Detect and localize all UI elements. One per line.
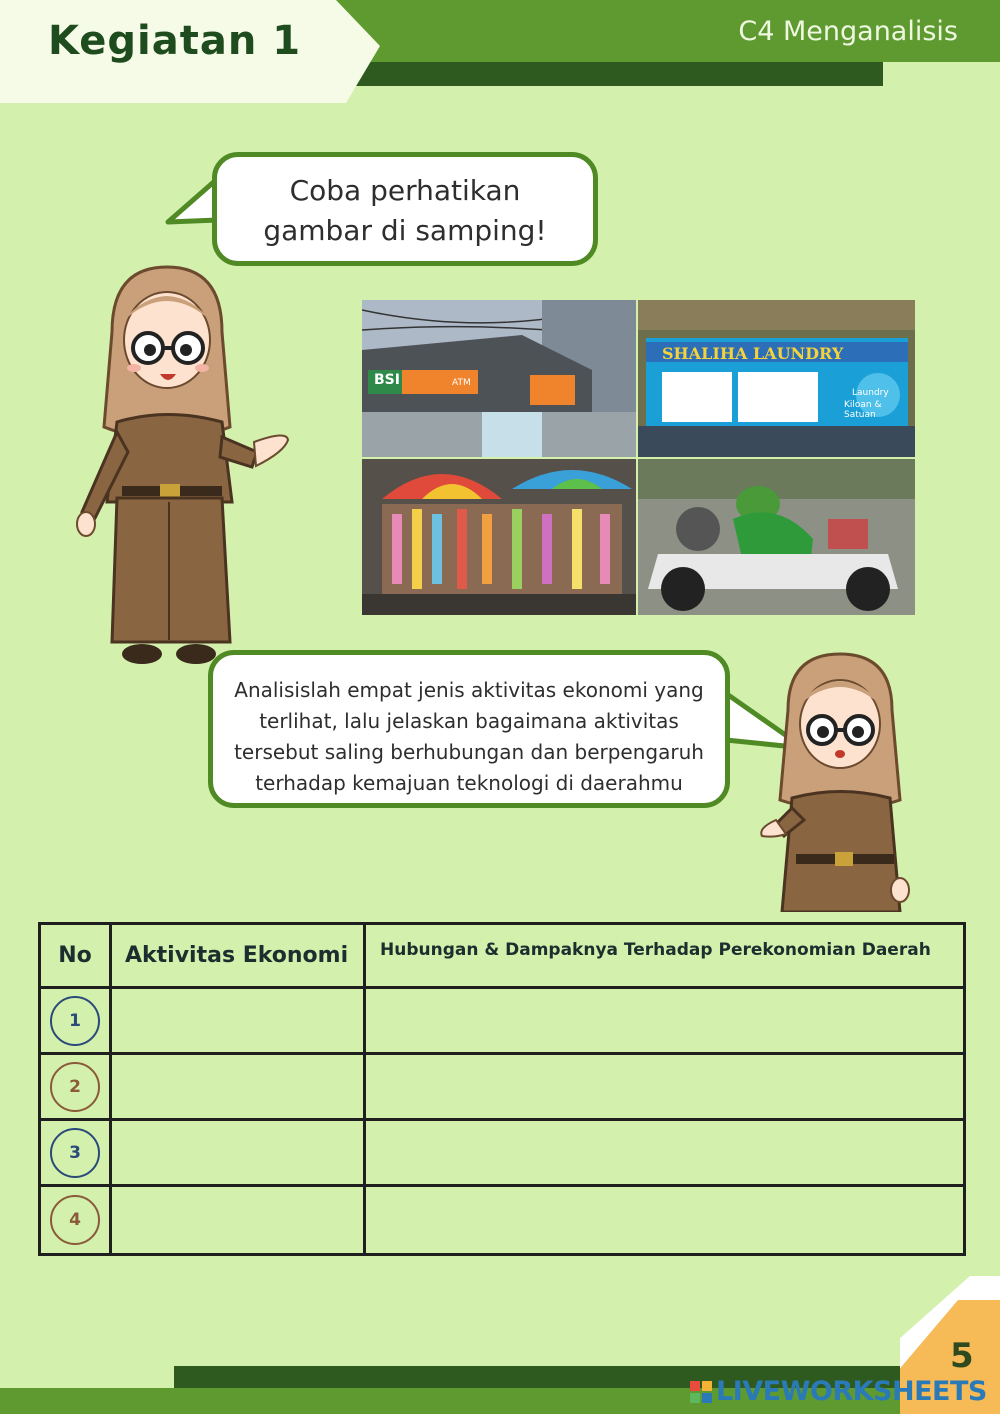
aktivitas-input-cell[interactable] [112, 1055, 366, 1121]
page-number: 5 [950, 1336, 974, 1376]
laundry-side-text: Kiloan & Satuan [844, 400, 882, 420]
liveworksheets-logo-icon [690, 1381, 712, 1403]
page-subtitle: C4 Menganalisis [738, 16, 958, 47]
row-number-badge: 3 [50, 1128, 100, 1178]
hubungan-input-cell[interactable] [366, 989, 963, 1055]
aktivitas-input-cell[interactable] [112, 1187, 366, 1253]
analysis-table [38, 922, 966, 1256]
table-header-aktivitas: Aktivitas Ekonomi [112, 925, 366, 989]
row-number-badge: 2 [50, 1062, 100, 1112]
speech-bubble-bottom [208, 650, 730, 808]
row-number-badge: 1 [50, 996, 100, 1046]
photo-market-stall [362, 459, 636, 615]
atm-sign-text: ATM [452, 378, 471, 388]
aktivitas-input-cell[interactable] [112, 1121, 366, 1187]
bubble-bottom-line: Analisislah empat jenis aktivitas ekonomi yang [234, 678, 704, 702]
table-header-hubungan: Hubungan & Dampaknya Terhadap Perekonomian Daerah [366, 925, 963, 989]
page-title: Kegiatan 1 [48, 18, 302, 64]
photo-bank [362, 300, 636, 457]
hubungan-input-cell[interactable] [366, 1187, 963, 1253]
bubble-bottom-line: terlihat, lalu jelaskan bagaimana aktivitas [259, 709, 679, 733]
table-header-no: No [41, 925, 112, 989]
header-dark-stripe [345, 62, 883, 86]
photo-laundry [638, 300, 915, 457]
hubungan-input-cell[interactable] [366, 1121, 963, 1187]
teacher-illustration-right [760, 650, 920, 912]
liveworksheets-brand[interactable] [690, 1376, 987, 1407]
bubble-bottom-line: tersebut saling berhubungan dan berpengaruh [234, 740, 704, 764]
table-row-number [41, 1187, 112, 1253]
row-number-badge: 4 [50, 1195, 100, 1245]
laundry-side-text: Laundry [852, 388, 889, 398]
table-row-number [41, 1121, 112, 1187]
speech-bubble-top [212, 152, 598, 266]
teacher-illustration-left [72, 262, 292, 672]
table-row-number [41, 989, 112, 1055]
liveworksheets-brand-text: LIVEWORKSHEETS [716, 1376, 987, 1407]
table-row-number [41, 1055, 112, 1121]
laundry-sign-text: SHALIHA LAUNDRY [662, 344, 844, 363]
bubble-top-line: Coba perhatikan [289, 174, 521, 207]
aktivitas-input-cell[interactable] [112, 989, 366, 1055]
bank-sign-text: BSI [374, 372, 400, 388]
photo-ojek-rider [638, 459, 915, 615]
bubble-top-line: gambar di samping! [263, 214, 547, 247]
hubungan-input-cell[interactable] [366, 1055, 963, 1121]
bubble-bottom-line: terhadap kemajuan teknologi di daerahmu [255, 771, 683, 795]
